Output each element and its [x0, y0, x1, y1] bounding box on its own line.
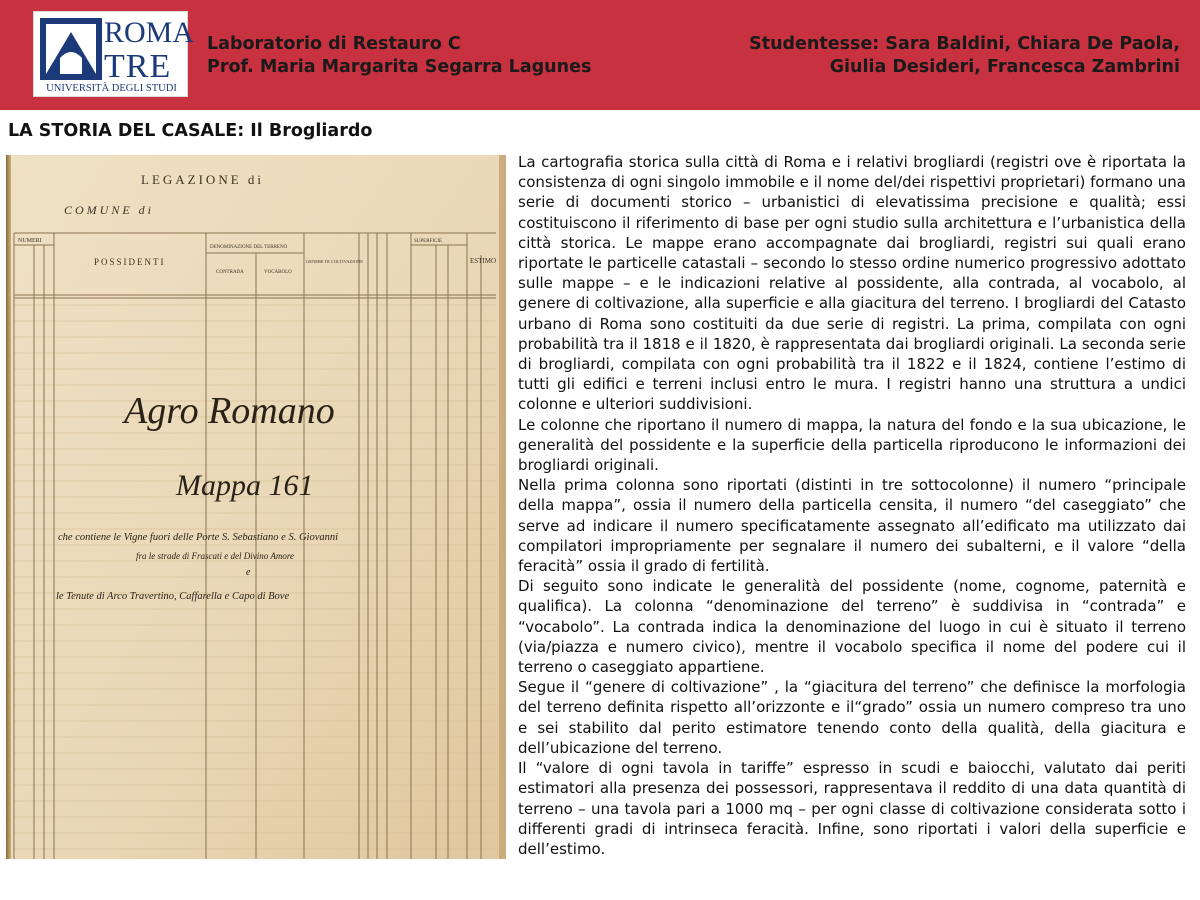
register-col-numeri: NUMERI	[18, 238, 42, 244]
students-info	[600, 33, 1180, 79]
paragraph-3: Nella prima colonna sono riportati (distinti in tre sottocolonne) il numero “principale della mappa”, ossia il numero della particella censita, il numero “del caseggiato” che serve ad indicare il numero specificatamente assegnato all’edificato ma utilizzato dai compilatori impropriamente per segnalare il numero dei subalterni, e il valore “della feracità” ossia il grado di fertilità.	[518, 476, 1186, 576]
students-line-2: Giulia Desideri, Francesca Zambrini	[829, 57, 1180, 77]
logo-university-text: UNIVERSITÀ DEGLI STUDI	[46, 83, 177, 94]
students-line-1: Studentesse: Sara Baldini, Chiara De Paola,	[749, 34, 1180, 54]
register-hand-line-3: e	[246, 567, 251, 578]
professor-name: Prof. Maria Margarita Segarra Lagunes	[207, 57, 592, 77]
register-hand-line-4: le Tenute di Arco Travertino, Caffarella e Capo di Bove	[56, 591, 290, 602]
brogliardo-register-photo	[6, 155, 506, 859]
register-col-possidenti: POSSIDENTI	[94, 257, 166, 267]
course-info	[207, 33, 591, 79]
register-legazione: LEGAZIONE di	[141, 172, 265, 187]
paragraph-6: Il “valore di ogni tavola in tariffe” espresso in scudi e baiocchi, valutato dai periti estimatori alla presenza dei possessori, rappresentava il reddito di una data quantità di terreno – una tavola pari a 1000 mq – per ogni classe di coltivazione considerata sotto i differenti gradi di intrinseca feracità. Infine, sono riportati i valori della superficie e dell’estimo.	[518, 759, 1186, 858]
paragraph-2: Le colonne che riportano il numero di mappa, la natura del fondo e la sua ubicazione, le generalità del possidente e la superficie della particella riproducono le informazioni dei brogliardi originali.	[518, 415, 1186, 475]
logo-tre-text: TRE	[104, 48, 172, 85]
register-col-contrada: CONTRADA	[216, 270, 244, 275]
register-comune: COMUNE di	[64, 203, 154, 217]
register-col-estimo: ESTIMO	[470, 257, 497, 265]
paragraph-1: La cartografia storica sulla città di Roma e i relativi brogliardi (registri ove è riportata la consistenza di ogni singolo immobile e il nome del/dei rispettivi proprietari) formano una serie di documenti storico – urbanistici di elevatissima precisione e qualità; essi costituiscono il riferimento di base per ogni studio sulla architettura e l’urbanistica della città storica. Le mappe erano accompagnate dai brogliardi, registri sui quali erano riportate le particelle catastali – secondo lo stesso ordine numerico progressivo adottato sulle mappe – e le indicazioni relative al possidente, alla contrada, al vocabolo, al genere di coltivazione, alla superficie e alla giacitura del terreno. I brogliardi del Catasto urbano di Roma sono costituiti da due serie di registri. La prima, compilata con ogni probabilità tra il 1818 e il 1820, è rappresentata dai brogliardi originali. La seconda serie di brogliardi, compilata con ogni probabilità tra il 1822 e il 1824, contiene l’estimo di tutti gli edifici e terreni inclusi entro le mura. I registri hanno una struttura a undici colonne e ulteriori suddivisioni.	[518, 153, 1186, 414]
register-hand-title: Agro Romano	[124, 390, 335, 432]
paragraph-5: Segue il “genere di coltivazione” , la “giacitura del terreno” che definisce la morfologia del terreno definita rispetto all’orizzonte e il“grado” ossia un numero compreso tra uno e sei stabilito dal perito estimatore tenendo conto della qualità, della giacitura e dell’ubicazione del terreno.	[518, 678, 1186, 757]
roma-tre-emblem-icon	[40, 18, 102, 80]
section-title: LA STORIA DEL CASALE: Il Brogliardo	[8, 121, 373, 141]
register-col-vocabolo: VOCABOLO	[264, 270, 292, 275]
header-banner	[0, 0, 1200, 110]
register-col-genere: GENERE DI COLTIVAZIONE	[306, 259, 363, 264]
register-hand-line-1: che contiene le Vigne fuori delle Porte S. Sebastiano e S. Giovanni	[58, 532, 339, 543]
body-text	[518, 152, 1186, 859]
register-col-superficie: SUPERFICIE	[414, 239, 443, 244]
paragraph-4: Di seguito sono indicate le generalità del possidente (nome, cognome, paternità e qualifica). La colonna “denominazione del terreno” è suddivisa in “contrada” e “vocabolo”. La contrada indica la denominazione del luogo in cui è situato il terreno (via/piazza e numero civico), mentre il vocabolo specifica il nome del podere cui il terreno o caseggiato appartiene.	[518, 577, 1186, 677]
register-hand-line-2: fra le strade di Frascati e del Divino Amore	[136, 551, 294, 561]
roma-tre-logo	[33, 11, 195, 97]
course-name: Laboratorio di Restauro C	[207, 34, 461, 54]
register-col-denominazione: DENOMINAZIONE DEL TERRENO	[210, 245, 288, 250]
logo-roma-text: ROMA	[104, 16, 195, 49]
register-hand-mappa: Mappa 161	[176, 469, 314, 502]
